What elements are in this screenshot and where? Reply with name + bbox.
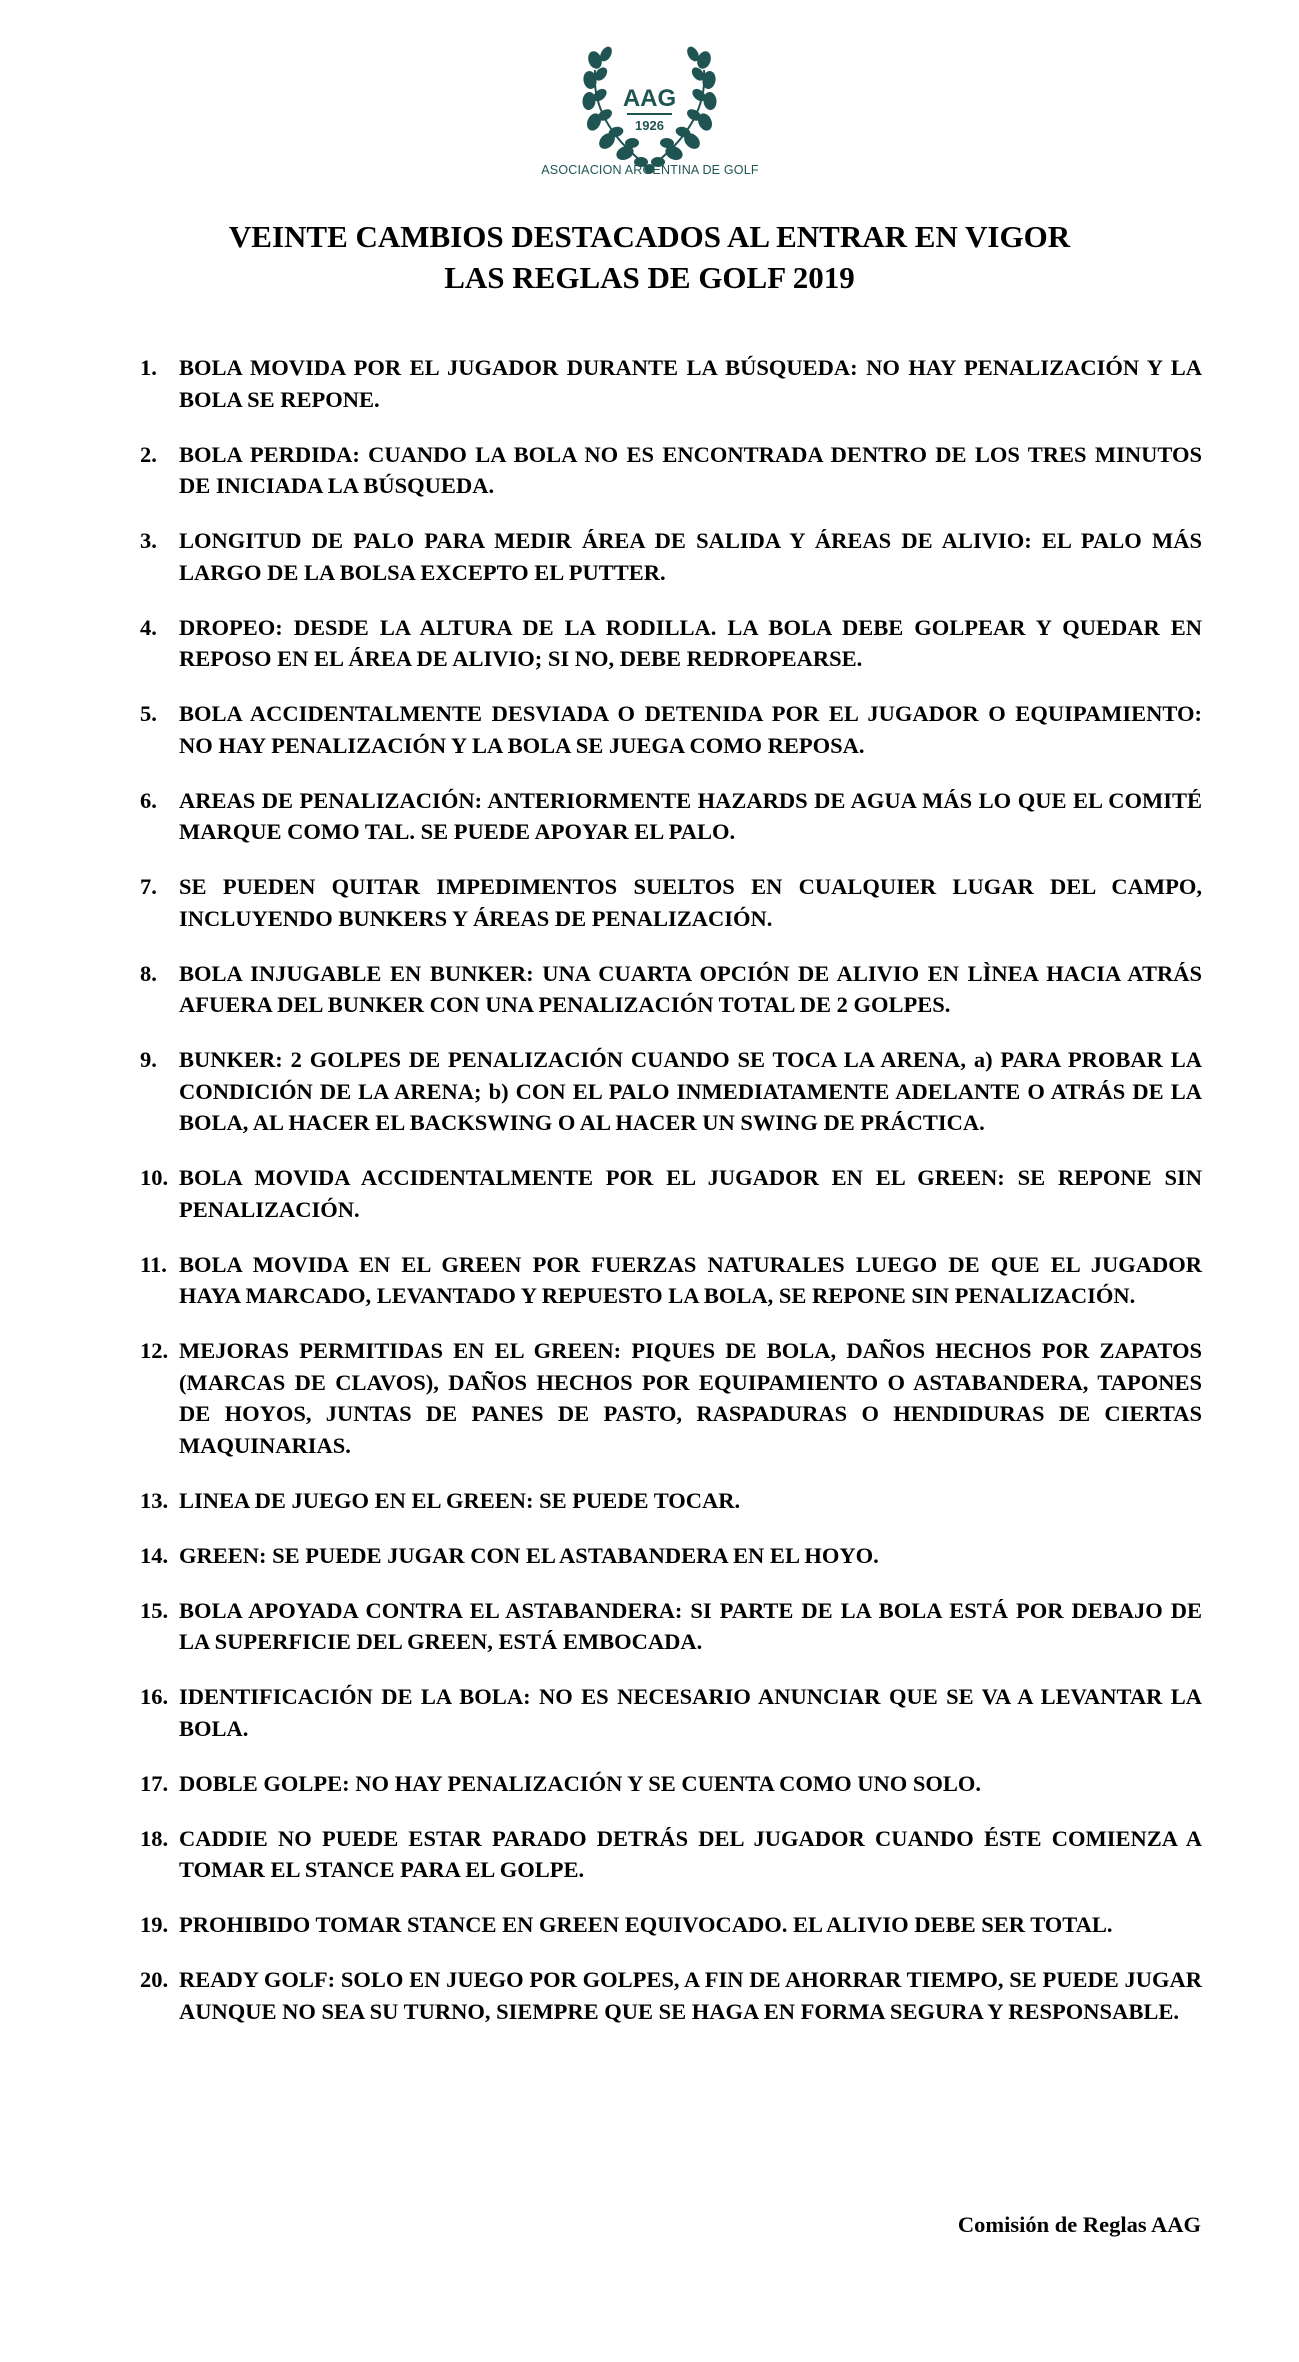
logo-year: 1926 <box>635 118 664 133</box>
rule-number: 3. <box>140 528 157 553</box>
rule-number: 15. <box>140 1597 169 1623</box>
rule-number: 19. <box>140 1912 169 1937</box>
rule-text: BOLA INJUGABLE EN BUNKER: UNA CUARTA OPCIÓN DE ALIVIO EN LÌNEA HACIA ATRÁS AFUERA DEL BUNKER CON UNA PENALIZACIÓN TOTAL DE 2 GOLPES. <box>179 960 1202 1017</box>
rule-number: 8. <box>140 960 157 986</box>
rule-number: 17. <box>140 1770 169 1796</box>
rule-item <box>140 439 1202 502</box>
rule-number: 7. <box>140 874 157 899</box>
rule-item <box>140 871 1202 934</box>
rule-text: MEJORAS PERMITIDAS EN EL GREEN: PIQUES DE BOLA, DAÑOS HECHOS POR ZAPATOS (MARCAS DE CLAVOS), DAÑOS HECHOS POR EQUIPAMIENTO O ASTABANDERA, TAPONES DE HOYOS, JUNTAS DE PANES DE PASTO, RASPADURAS O HENDIDURAS DE CIERTAS MAQUINARIAS. <box>179 1338 1202 1458</box>
rule-text: CADDIE NO PUEDE ESTAR PARADO DETRÁS DEL JUGADOR CUANDO ÉSTE COMIENZA A TOMAR EL STANCE PARA EL GOLPE. <box>179 1825 1202 1882</box>
rule-text: AREAS DE PENALIZACIÓN: ANTERIORMENTE HAZARDS DE AGUA MÁS LO QUE EL COMITÉ MARQUE COMO TAL. SE PUEDE APOYAR EL PALO. <box>179 787 1202 844</box>
rule-number: 9. <box>140 1047 157 1072</box>
rule-number: 16. <box>140 1684 169 1709</box>
rule-item <box>140 1768 1202 1800</box>
rule-text: LINEA DE JUEGO EN EL GREEN: SE PUEDE TOCAR. <box>179 1487 741 1513</box>
rule-item <box>140 1823 1202 1886</box>
logo-text: AAG <box>622 85 677 112</box>
rule-text: PROHIBIDO TOMAR STANCE EN GREEN EQUIVOCADO. EL ALIVIO DEBE SER TOTAL. <box>179 1912 1113 1937</box>
rule-text: READY GOLF: SOLO EN JUEGO POR GOLPES, A FIN DE AHORRAR TIEMPO, SE PUEDE JUGAR AUNQUE NO SEA SU TURNO, SIEMPRE QUE SE HAGA EN FORMA SEGURA Y RESPONSABLE. <box>179 1967 1202 2024</box>
rule-item <box>140 1162 1202 1225</box>
rules-list <box>140 352 1202 2051</box>
rule-number: 4. <box>140 614 157 640</box>
rule-text: BOLA APOYADA CONTRA EL ASTABANDERA: SI PARTE DE LA BOLA ESTÁ POR DEBAJO DE LA SUPERFICIE DEL GREEN, ESTÁ EMBOCADA. <box>179 1597 1202 1654</box>
rule-item <box>140 958 1202 1021</box>
rule-item <box>140 1964 1202 2027</box>
rule-number: 1. <box>140 355 157 380</box>
document-title <box>100 216 1199 298</box>
rule-text: BOLA MOVIDA POR EL JUGADOR DURANTE LA BÚSQUEDA: NO HAY PENALIZACIÓN Y LA BOLA SE REPONE. <box>179 355 1202 412</box>
rule-item <box>140 1335 1202 1461</box>
signature: Comisión de Reglas AAG <box>957 2212 1201 2237</box>
organization-name: ASOCIACION ARGENTINA DE GOLF <box>541 163 759 177</box>
rule-item <box>140 525 1202 588</box>
rule-text: BUNKER: 2 GOLPES DE PENALIZACIÓN CUANDO SE TOCA LA ARENA, a) PARA PROBAR LA CONDICIÓN DE LA ARENA; b) CON EL PALO INMEDIATAMENTE ADELANTE O ATRÁS DE LA BOLA, AL HACER EL BACKSWING O AL HACER UN SWING DE PRÁCTICA. <box>179 1047 1202 1135</box>
rule-item <box>140 1681 1202 1744</box>
rule-text: GREEN: SE PUEDE JUGAR CON EL ASTABANDERA EN EL HOYO. <box>179 1542 879 1568</box>
rule-text: BOLA MOVIDA ACCIDENTALMENTE POR EL JUGADOR EN EL GREEN: SE REPONE SIN PENALIZACIÓN. <box>179 1165 1202 1222</box>
rule-item <box>140 1595 1202 1658</box>
rule-text: LONGITUD DE PALO PARA MEDIR ÁREA DE SALIDA Y ÁREAS DE ALIVIO: EL PALO MÁS LARGO DE LA BOLSA EXCEPTO EL PUTTER. <box>179 528 1202 585</box>
rule-text: DROPEO: DESDE LA ALTURA DE LA RODILLA. LA BOLA DEBE GOLPEAR Y QUEDAR EN REPOSO EN EL ÁREA DE ALIVIO; SI NO, DEBE REDROPEARSE. <box>179 614 1202 671</box>
rule-text: IDENTIFICACIÓN DE LA BOLA: NO ES NECESARIO ANUNCIAR QUE SE VA A LEVANTAR LA BOLA. <box>179 1684 1202 1741</box>
rule-item <box>140 1909 1202 1941</box>
rule-number: 10. <box>140 1165 169 1190</box>
rule-number: 5. <box>140 701 157 726</box>
rule-number: 14. <box>140 1542 169 1568</box>
rule-number: 6. <box>140 787 157 813</box>
rule-text: DOBLE GOLPE: NO HAY PENALIZACIÓN Y SE CUENTA COMO UNO SOLO. <box>179 1770 981 1796</box>
rule-item <box>140 1044 1202 1139</box>
rule-item <box>140 1485 1202 1517</box>
rule-number: 20. <box>140 1967 169 1992</box>
rule-item <box>140 352 1202 415</box>
rule-item <box>140 1249 1202 1312</box>
laurel-wreath-icon <box>581 40 718 175</box>
rule-item <box>140 1540 1202 1572</box>
rule-text: BOLA PERDIDA: CUANDO LA BOLA NO ES ENCONTRADA DENTRO DE LOS TRES MINUTOS DE INICIADA LA BÚSQUEDA. <box>179 441 1202 498</box>
rule-number: 13. <box>140 1487 169 1513</box>
rule-number: 2. <box>140 441 157 467</box>
rule-number: 11. <box>140 1251 167 1277</box>
rule-item <box>140 698 1202 761</box>
rule-text: BOLA MOVIDA EN EL GREEN POR FUERZAS NATURALES LUEGO DE QUE EL JUGADOR HAYA MARCADO, LEVANTADO Y REPUESTO LA BOLA, SE REPONE SIN PENALIZACIÓN. <box>179 1251 1202 1308</box>
rule-item <box>140 612 1202 675</box>
rule-text: SE PUEDEN QUITAR IMPEDIMENTOS SUELTOS EN CUALQUIER LUGAR DEL CAMPO, INCLUYENDO BUNKERS Y ÁREAS DE PENALIZACIÓN. <box>179 874 1202 931</box>
rule-number: 12. <box>140 1338 169 1363</box>
aag-logo <box>581 40 718 175</box>
rule-text: BOLA ACCIDENTALMENTE DESVIADA O DETENIDA POR EL JUGADOR O EQUIPAMIENTO: NO HAY PENALIZACIÓN Y LA BOLA SE JUEGA COMO REPOSA. <box>179 701 1202 758</box>
title-line-2: LAS REGLAS DE GOLF 2019 <box>444 260 855 295</box>
rule-item <box>140 785 1202 848</box>
title-line-1: VEINTE CAMBIOS DESTACADOS AL ENTRAR EN VIGOR <box>228 219 1071 254</box>
rule-number: 18. <box>140 1825 169 1851</box>
